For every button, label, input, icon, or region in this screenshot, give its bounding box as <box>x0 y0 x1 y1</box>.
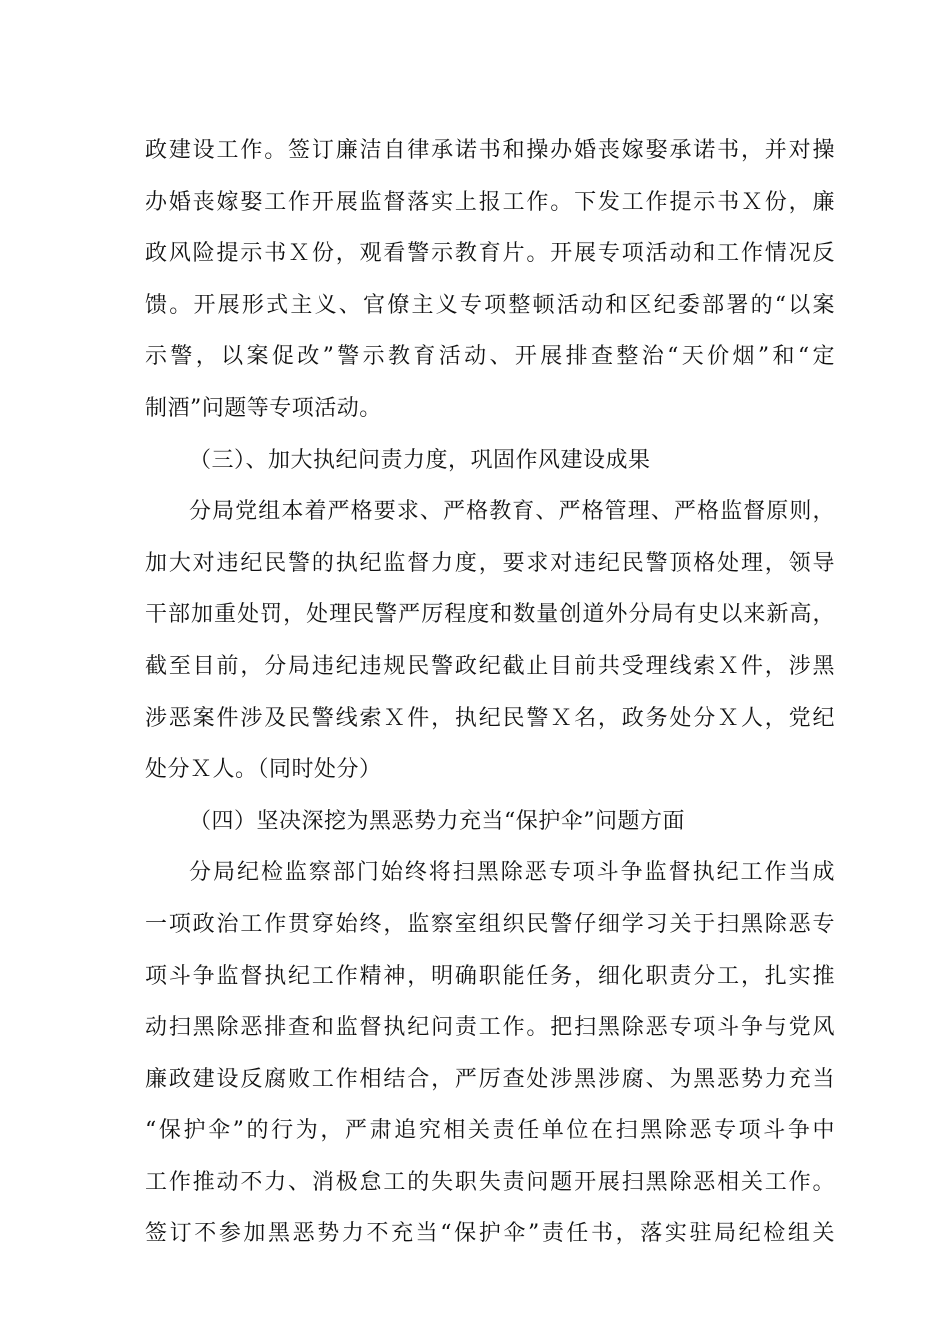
text-line: 办婚丧嫁娶工作开展监督落实上报工作。下发工作提示书Ｘ份，廉 <box>145 189 835 215</box>
text-line: 分局党组本着严格要求、严格教育、严格管理、严格监督原则， <box>189 499 835 525</box>
text-line: “保护伞”的行为，严肃追究相关责任单位在扫黑除恶专项斗争中 <box>145 1118 835 1144</box>
document-body <box>145 125 835 1260</box>
text-line: 政风险提示书Ｘ份，观看警示教育片。开展专项活动和工作情况反 <box>145 241 835 267</box>
text-line: 制酒”问题等专项活动。 <box>145 395 382 421</box>
text-line: 一项政治工作贯穿始终，监察室组织民警仔细学习关于扫黑除恶专 <box>145 911 835 937</box>
section-heading: （三）、加大执纪问责力度，巩固作风建设成果 <box>189 447 651 473</box>
text-line: 分局纪检监察部门始终将扫黑除恶专项斗争监督执纪工作当成 <box>189 860 835 886</box>
text-line: 涉恶案件涉及民警线索Ｘ件，执纪民警Ｘ名，政务处分Ｘ人，党纪 <box>145 705 835 731</box>
text-line: 动扫黑除恶排查和监督执纪问责工作。把扫黑除恶专项斗争与党风 <box>145 1015 835 1041</box>
text-line: 廉政建设反腐败工作相结合，严厉查处涉黑涉腐、为黑恶势力充当 <box>145 1066 835 1092</box>
section-heading: （四）坚决深挖为黑恶势力充当“保护伞”问题方面 <box>189 808 685 834</box>
text-line: 处分Ｘ人。（同时处分） <box>145 757 382 783</box>
text-line: 加大对违纪民警的执纪监督力度，要求对违纪民警顶格处理，领导 <box>145 550 835 576</box>
text-line: 截至目前，分局违纪违规民警政纪截止目前共受理线索Ｘ件，涉黑 <box>145 653 835 679</box>
text-line: 工作推动不力、消极怠工的失职失责问题开展扫黑除恶相关工作。 <box>145 1169 835 1195</box>
text-line: 签订不参加黑恶势力不充当“保护伞”责任书，落实驻局纪检组关 <box>145 1221 835 1247</box>
text-line: 示警，以案促改”警示教育活动、开展排查整治“天价烟”和“定 <box>145 344 835 370</box>
text-line: 馈。开展形式主义、官僚主义专项整顿活动和区纪委部署的“以案 <box>145 292 835 318</box>
text-line: 政建设工作。签订廉洁自律承诺书和操办婚丧嫁娶承诺书，并对操 <box>145 138 835 163</box>
text-line: 干部加重处罚，处理民警严厉程度和数量创道外分局有史以来新高， <box>145 602 835 628</box>
text-line: 项斗争监督执纪工作精神，明确职能任务，细化职责分工，扎实推 <box>145 963 835 989</box>
